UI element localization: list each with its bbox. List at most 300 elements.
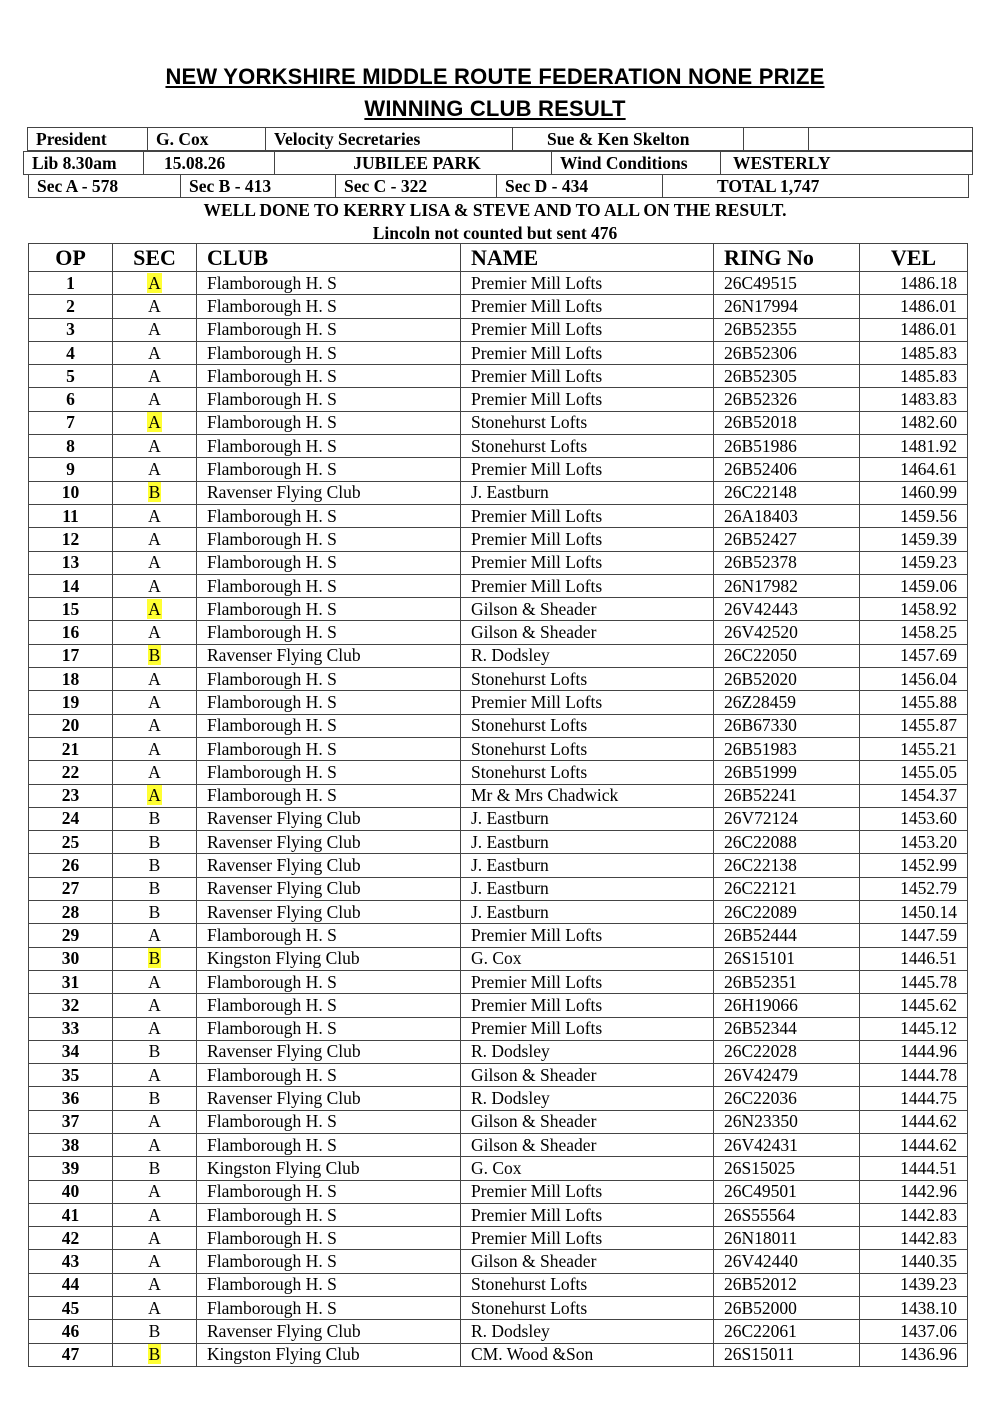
- op-cell: 2: [29, 295, 113, 318]
- vel-cell: 1481.92: [860, 435, 968, 458]
- ring-cell: 26V42431: [714, 1133, 860, 1156]
- ring-cell: 26B52012: [714, 1273, 860, 1296]
- ring-cell: 26S15011: [714, 1343, 860, 1366]
- section-letter: B: [148, 855, 161, 876]
- sec-cell: [113, 621, 197, 644]
- name-cell: Stonehurst Lofts: [461, 435, 714, 458]
- total-count: TOTAL 1,747: [663, 175, 969, 198]
- blank-cell: [809, 128, 973, 151]
- ring-cell: 26C22028: [714, 1040, 860, 1063]
- name-cell: Gilson & Sheader: [461, 621, 714, 644]
- sec-d-count: Sec D - 434: [497, 175, 663, 198]
- vel-cell: 1456.04: [860, 668, 968, 691]
- op-cell: 24: [29, 807, 113, 830]
- ring-cell: 26N18011: [714, 1227, 860, 1250]
- sec-cell: [113, 691, 197, 714]
- sec-cell: [113, 1250, 197, 1273]
- op-cell: 9: [29, 458, 113, 481]
- section-letter: B: [148, 878, 161, 899]
- club-cell: Ravenser Flying Club: [197, 901, 461, 924]
- vel-cell: 1444.62: [860, 1133, 968, 1156]
- name-cell: G. Cox: [461, 947, 714, 970]
- section-letter: A: [148, 272, 161, 293]
- section-letter: B: [148, 901, 161, 922]
- ring-cell: 26B52326: [714, 388, 860, 411]
- section-letter: A: [148, 924, 161, 945]
- sec-cell: [113, 574, 197, 597]
- sec-cell: [113, 1017, 197, 1040]
- op-cell: 45: [29, 1297, 113, 1320]
- op-cell: 26: [29, 854, 113, 877]
- table-row: [29, 504, 968, 527]
- club-cell: Ravenser Flying Club: [197, 877, 461, 900]
- table-row: [29, 1203, 968, 1226]
- op-cell: 31: [29, 970, 113, 993]
- name-cell: Premier Mill Lofts: [461, 504, 714, 527]
- club-cell: Flamborough H. S: [197, 761, 461, 784]
- ring-cell: 26B52344: [714, 1017, 860, 1040]
- op-cell: 32: [29, 994, 113, 1017]
- section-letter: A: [148, 505, 161, 526]
- table-row: [29, 598, 968, 621]
- name-cell: Premier Mill Lofts: [461, 994, 714, 1017]
- vel-cell: 1445.12: [860, 1017, 968, 1040]
- name-cell: R. Dodsley: [461, 644, 714, 667]
- club-cell: Flamborough H. S: [197, 737, 461, 760]
- sec-cell: [113, 854, 197, 877]
- club-cell: Flamborough H. S: [197, 435, 461, 458]
- op-cell: 39: [29, 1157, 113, 1180]
- velocity-value: Sue & Ken Skelton: [513, 128, 744, 151]
- sec-cell: [113, 924, 197, 947]
- op-cell: 37: [29, 1110, 113, 1133]
- club-cell: Kingston Flying Club: [197, 1343, 461, 1366]
- section-letter: A: [148, 1204, 161, 1225]
- op-cell: 38: [29, 1133, 113, 1156]
- section-letter: A: [148, 1251, 161, 1272]
- name-cell: Premier Mill Lofts: [461, 1227, 714, 1250]
- club-cell: Flamborough H. S: [197, 1017, 461, 1040]
- club-cell: Flamborough H. S: [197, 784, 461, 807]
- sec-cell: [113, 411, 197, 434]
- ring-cell: 26C22148: [714, 481, 860, 504]
- table-row: [29, 318, 968, 341]
- name-cell: Premier Mill Lofts: [461, 924, 714, 947]
- club-cell: Flamborough H. S: [197, 1227, 461, 1250]
- vel-cell: 1460.99: [860, 481, 968, 504]
- table-row: [29, 574, 968, 597]
- sec-cell: [113, 1343, 197, 1366]
- name-cell: Premier Mill Lofts: [461, 272, 714, 295]
- results-header-row: [29, 244, 968, 272]
- sec-cell: [113, 970, 197, 993]
- vel-cell: 1439.23: [860, 1273, 968, 1296]
- sec-cell: [113, 737, 197, 760]
- ring-cell: 26S15101: [714, 947, 860, 970]
- sec-cell: [113, 481, 197, 504]
- sec-cell: [113, 341, 197, 364]
- column-header-name: NAME: [461, 244, 714, 272]
- vel-cell: 1459.56: [860, 504, 968, 527]
- op-cell: 29: [29, 924, 113, 947]
- vel-cell: 1445.62: [860, 994, 968, 1017]
- table-row: [29, 737, 968, 760]
- name-cell: R. Dodsley: [461, 1040, 714, 1063]
- ring-cell: 26C22138: [714, 854, 860, 877]
- section-letter: A: [148, 691, 161, 712]
- name-cell: Premier Mill Lofts: [461, 458, 714, 481]
- ring-cell: 26C49501: [714, 1180, 860, 1203]
- sec-cell: [113, 551, 197, 574]
- op-cell: 3: [29, 318, 113, 341]
- ring-cell: 26B52306: [714, 341, 860, 364]
- ring-cell: 26C22036: [714, 1087, 860, 1110]
- vel-cell: 1452.79: [860, 877, 968, 900]
- vel-cell: 1444.75: [860, 1087, 968, 1110]
- section-letter: A: [148, 598, 161, 619]
- club-cell: Flamborough H. S: [197, 1203, 461, 1226]
- name-cell: Gilson & Sheader: [461, 1110, 714, 1133]
- op-cell: 5: [29, 365, 113, 388]
- sec-cell: [113, 807, 197, 830]
- club-cell: Flamborough H. S: [197, 411, 461, 434]
- table-row: [29, 1110, 968, 1133]
- vel-cell: 1442.83: [860, 1203, 968, 1226]
- name-cell: Premier Mill Lofts: [461, 388, 714, 411]
- wind-value: WESTERLY: [721, 152, 973, 175]
- club-cell: Flamborough H. S: [197, 1297, 461, 1320]
- name-cell: CM. Wood &Son: [461, 1343, 714, 1366]
- sec-cell: [113, 877, 197, 900]
- op-cell: 11: [29, 504, 113, 527]
- vel-cell: 1486.18: [860, 272, 968, 295]
- sec-cell: [113, 272, 197, 295]
- ring-cell: 26B67330: [714, 714, 860, 737]
- sec-cell: [113, 1133, 197, 1156]
- vel-cell: 1455.05: [860, 761, 968, 784]
- op-cell: 33: [29, 1017, 113, 1040]
- section-letter: A: [148, 994, 161, 1015]
- name-cell: Stonehurst Lofts: [461, 714, 714, 737]
- section-letter: A: [148, 1064, 161, 1085]
- sec-cell: [113, 1203, 197, 1226]
- op-cell: 23: [29, 784, 113, 807]
- op-cell: 6: [29, 388, 113, 411]
- table-row: [29, 481, 968, 504]
- table-row: [29, 1157, 968, 1180]
- table-row: [29, 1133, 968, 1156]
- table-row: [29, 947, 968, 970]
- name-cell: Premier Mill Lofts: [461, 341, 714, 364]
- club-cell: Flamborough H. S: [197, 598, 461, 621]
- ring-cell: 26V42520: [714, 621, 860, 644]
- club-cell: Flamborough H. S: [197, 1064, 461, 1087]
- club-cell: Flamborough H. S: [197, 551, 461, 574]
- name-cell: Stonehurst Lofts: [461, 761, 714, 784]
- op-cell: 41: [29, 1203, 113, 1226]
- section-letter: A: [148, 575, 161, 596]
- op-cell: 19: [29, 691, 113, 714]
- vel-cell: 1457.69: [860, 644, 968, 667]
- sec-cell: [113, 435, 197, 458]
- ring-cell: 26B51986: [714, 435, 860, 458]
- club-cell: Flamborough H. S: [197, 924, 461, 947]
- section-letter: A: [148, 738, 161, 759]
- section-letter: A: [148, 342, 161, 363]
- table-row: [29, 388, 968, 411]
- name-cell: Premier Mill Lofts: [461, 1203, 714, 1226]
- vel-cell: 1442.96: [860, 1180, 968, 1203]
- op-cell: 10: [29, 481, 113, 504]
- sec-cell: [113, 365, 197, 388]
- club-cell: Flamborough H. S: [197, 272, 461, 295]
- section-letter: B: [148, 1088, 161, 1109]
- table-row: [29, 528, 968, 551]
- section-letter: B: [148, 831, 161, 852]
- club-cell: Flamborough H. S: [197, 668, 461, 691]
- president-label: President: [28, 128, 148, 151]
- section-letter: A: [148, 295, 161, 316]
- sec-cell: [113, 1180, 197, 1203]
- sec-cell: [113, 1227, 197, 1250]
- ring-cell: 26B52355: [714, 318, 860, 341]
- section-letter: B: [148, 808, 161, 829]
- congrats-message: WELL DONE TO KERRY LISA & STEVE AND TO ALL ON THE RESULT.: [203, 200, 787, 220]
- name-cell: Gilson & Sheader: [461, 1250, 714, 1273]
- ring-cell: 26B52444: [714, 924, 860, 947]
- club-cell: Flamborough H. S: [197, 504, 461, 527]
- ring-cell: 26C22088: [714, 831, 860, 854]
- name-cell: Premier Mill Lofts: [461, 318, 714, 341]
- sec-cell: [113, 901, 197, 924]
- ring-cell: 26B51999: [714, 761, 860, 784]
- club-cell: Flamborough H. S: [197, 1110, 461, 1133]
- sec-cell: [113, 831, 197, 854]
- table-row: [29, 784, 968, 807]
- blank-cell: [744, 128, 809, 151]
- table-row: [29, 901, 968, 924]
- op-cell: 21: [29, 737, 113, 760]
- vel-cell: 1446.51: [860, 947, 968, 970]
- name-cell: Premier Mill Lofts: [461, 551, 714, 574]
- op-cell: 30: [29, 947, 113, 970]
- vel-cell: 1450.14: [860, 901, 968, 924]
- op-cell: 27: [29, 877, 113, 900]
- president-value: G. Cox: [148, 128, 266, 151]
- club-cell: Kingston Flying Club: [197, 1157, 461, 1180]
- op-cell: 4: [29, 341, 113, 364]
- op-cell: 43: [29, 1250, 113, 1273]
- vel-cell: 1447.59: [860, 924, 968, 947]
- table-row: [29, 1343, 968, 1366]
- table-row: [29, 644, 968, 667]
- sec-cell: [113, 1273, 197, 1296]
- vel-cell: 1437.06: [860, 1320, 968, 1343]
- ring-cell: 26C22089: [714, 901, 860, 924]
- ring-cell: 26B51983: [714, 737, 860, 760]
- club-cell: Flamborough H. S: [197, 970, 461, 993]
- op-cell: 47: [29, 1343, 113, 1366]
- name-cell: Premier Mill Lofts: [461, 691, 714, 714]
- vel-cell: 1438.10: [860, 1297, 968, 1320]
- op-cell: 42: [29, 1227, 113, 1250]
- section-letter: A: [148, 1274, 161, 1295]
- ring-cell: 26N17982: [714, 574, 860, 597]
- op-cell: 46: [29, 1320, 113, 1343]
- section-letter: A: [148, 622, 161, 643]
- ring-cell: 26N17994: [714, 295, 860, 318]
- name-cell: Gilson & Sheader: [461, 1133, 714, 1156]
- table-row: [29, 1064, 968, 1087]
- table-row: [29, 458, 968, 481]
- ring-cell: 26S55564: [714, 1203, 860, 1226]
- section-letter: A: [148, 365, 161, 386]
- officials-table: [27, 127, 973, 151]
- name-cell: J. Eastburn: [461, 901, 714, 924]
- section-letter: A: [148, 1018, 161, 1039]
- table-row: [29, 854, 968, 877]
- club-cell: Ravenser Flying Club: [197, 1087, 461, 1110]
- sec-cell: [113, 1040, 197, 1063]
- op-cell: 17: [29, 644, 113, 667]
- section-letter: B: [148, 948, 161, 969]
- ring-cell: 26Z28459: [714, 691, 860, 714]
- velocity-label: Velocity Secretaries: [266, 128, 513, 151]
- section-letter: A: [148, 1111, 161, 1132]
- table-row: [29, 1087, 968, 1110]
- section-letter: A: [148, 1134, 161, 1155]
- ring-cell: 26V42443: [714, 598, 860, 621]
- op-cell: 36: [29, 1087, 113, 1110]
- ring-cell: 26B52020: [714, 668, 860, 691]
- ring-cell: 26V42440: [714, 1250, 860, 1273]
- vel-cell: 1452.99: [860, 854, 968, 877]
- vel-cell: 1444.96: [860, 1040, 968, 1063]
- table-row: [29, 551, 968, 574]
- table-row: [29, 621, 968, 644]
- vel-cell: 1458.92: [860, 598, 968, 621]
- name-cell: Gilson & Sheader: [461, 1064, 714, 1087]
- club-cell: Ravenser Flying Club: [197, 644, 461, 667]
- section-letter: A: [148, 715, 161, 736]
- column-header-vel: VEL: [860, 244, 968, 272]
- op-cell: 7: [29, 411, 113, 434]
- ring-cell: 26B52241: [714, 784, 860, 807]
- ring-cell: 26V72124: [714, 807, 860, 830]
- ring-cell: 26B52406: [714, 458, 860, 481]
- table-row: [29, 365, 968, 388]
- club-cell: Flamborough H. S: [197, 691, 461, 714]
- sec-b-count: Sec B - 413: [181, 175, 336, 198]
- club-cell: Flamborough H. S: [197, 994, 461, 1017]
- vel-cell: 1454.37: [860, 784, 968, 807]
- results-table: [28, 243, 968, 1367]
- vel-cell: 1455.21: [860, 737, 968, 760]
- document-title: NEW YORKSHIRE MIDDLE ROUTE FEDERATION NONE PRIZE: [165, 64, 825, 89]
- club-cell: Ravenser Flying Club: [197, 854, 461, 877]
- name-cell: Mr & Mrs Chadwick: [461, 784, 714, 807]
- name-cell: G. Cox: [461, 1157, 714, 1180]
- table-row: [29, 1040, 968, 1063]
- vel-cell: 1455.87: [860, 714, 968, 737]
- club-cell: Flamborough H. S: [197, 365, 461, 388]
- name-cell: Stonehurst Lofts: [461, 1273, 714, 1296]
- op-cell: 13: [29, 551, 113, 574]
- column-header-op: OP: [29, 244, 113, 272]
- vel-cell: 1483.83: [860, 388, 968, 411]
- ring-cell: 26B52018: [714, 411, 860, 434]
- ring-cell: 26C22061: [714, 1320, 860, 1343]
- vel-cell: 1444.78: [860, 1064, 968, 1087]
- ring-cell: 26C22050: [714, 644, 860, 667]
- name-cell: Stonehurst Lofts: [461, 1297, 714, 1320]
- vel-cell: 1440.35: [860, 1250, 968, 1273]
- name-cell: R. Dodsley: [461, 1320, 714, 1343]
- section-letter: B: [148, 1041, 161, 1062]
- club-cell: Flamborough H. S: [197, 714, 461, 737]
- name-cell: J. Eastburn: [461, 854, 714, 877]
- club-cell: Kingston Flying Club: [197, 947, 461, 970]
- vel-cell: 1464.61: [860, 458, 968, 481]
- name-cell: J. Eastburn: [461, 877, 714, 900]
- column-header-club: CLUB: [197, 244, 461, 272]
- sec-cell: [113, 318, 197, 341]
- name-cell: Gilson & Sheader: [461, 598, 714, 621]
- table-row: [29, 877, 968, 900]
- section-letter: A: [148, 435, 161, 456]
- op-cell: 40: [29, 1180, 113, 1203]
- club-cell: Ravenser Flying Club: [197, 1040, 461, 1063]
- table-row: [29, 341, 968, 364]
- name-cell: Stonehurst Lofts: [461, 668, 714, 691]
- ring-cell: 26B52378: [714, 551, 860, 574]
- club-cell: Flamborough H. S: [197, 458, 461, 481]
- table-row: [29, 994, 968, 1017]
- name-cell: Premier Mill Lofts: [461, 574, 714, 597]
- section-letter: B: [148, 1344, 161, 1365]
- sec-cell: [113, 1087, 197, 1110]
- sec-cell: [113, 644, 197, 667]
- section-letter: A: [148, 552, 161, 573]
- section-letter: A: [148, 668, 161, 689]
- section-letter: B: [148, 482, 161, 503]
- op-cell: 20: [29, 714, 113, 737]
- vel-cell: 1436.96: [860, 1343, 968, 1366]
- table-row: [29, 1180, 968, 1203]
- sec-a-count: Sec A - 578: [29, 175, 181, 198]
- club-cell: Ravenser Flying Club: [197, 831, 461, 854]
- club-cell: Flamborough H. S: [197, 318, 461, 341]
- op-cell: 1: [29, 272, 113, 295]
- table-row: [29, 714, 968, 737]
- vel-cell: 1459.39: [860, 528, 968, 551]
- section-letter: B: [148, 1321, 161, 1341]
- vel-cell: 1486.01: [860, 318, 968, 341]
- vel-cell: 1482.60: [860, 411, 968, 434]
- table-row: [29, 691, 968, 714]
- table-row: [29, 1297, 968, 1320]
- table-row: [29, 668, 968, 691]
- section-letter: A: [148, 971, 161, 992]
- vel-cell: 1485.83: [860, 365, 968, 388]
- club-cell: Ravenser Flying Club: [197, 1320, 461, 1343]
- name-cell: J. Eastburn: [461, 831, 714, 854]
- sec-cell: [113, 1110, 197, 1133]
- name-cell: Premier Mill Lofts: [461, 1017, 714, 1040]
- table-row: [29, 295, 968, 318]
- sec-cell: [113, 458, 197, 481]
- vel-cell: 1453.60: [860, 807, 968, 830]
